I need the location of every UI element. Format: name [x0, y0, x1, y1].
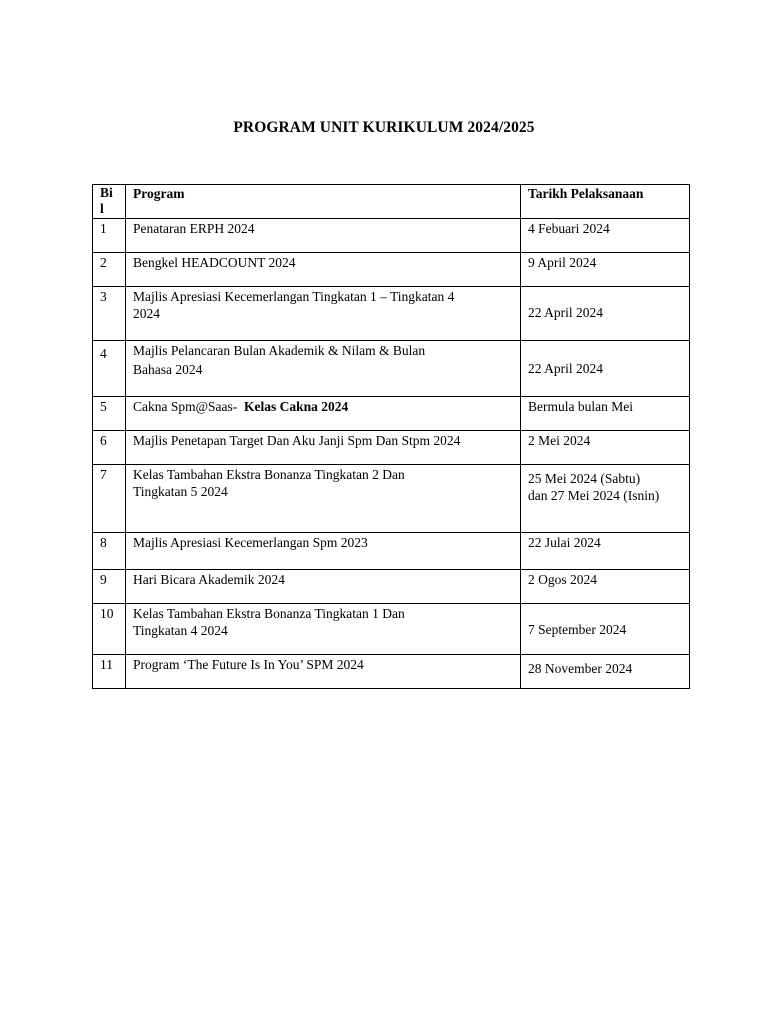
table-row [93, 570, 690, 604]
row-program-line1: Kelas Tambahan Ekstra Bonanza Tingkatan 2 Dan [133, 467, 405, 482]
row-program [126, 570, 521, 604]
row-number [93, 604, 126, 655]
row-number-text: 6 [100, 433, 107, 448]
row-program-text: Bengkel HEADCOUNT 2024 [133, 255, 296, 270]
row-program-line1: Majlis Pelancaran Bulan Akademik & Nilam & Bulan [133, 343, 426, 358]
row-program-bold: Kelas Cakna 2024 [244, 399, 349, 414]
row-program [126, 465, 521, 533]
row-number-text: 9 [100, 572, 107, 587]
row-program [126, 655, 521, 689]
table-row [93, 431, 690, 465]
table-row [93, 287, 690, 341]
row-program [126, 604, 521, 655]
table-row [93, 655, 690, 689]
row-date-text: Bermula bulan Mei [528, 399, 633, 414]
row-date [521, 253, 690, 287]
row-number [93, 533, 126, 570]
table-row [93, 397, 690, 431]
row-number-text: 7 [100, 467, 107, 482]
row-program [126, 341, 521, 397]
row-date-text: 2 Ogos 2024 [528, 572, 598, 587]
row-number [93, 287, 126, 341]
row-program-text: Penataran ERPH 2024 [133, 221, 255, 236]
row-program-text: Majlis Apresiasi Kecemerlangan Spm 2023 [133, 535, 368, 550]
row-date [521, 397, 690, 431]
row-program [126, 287, 521, 341]
header-date-label: Tarikh Pelaksanaan [528, 186, 644, 201]
row-number-text: 2 [100, 255, 107, 270]
row-date-text: 22 April 2024 [528, 361, 604, 376]
row-number-text: 4 [100, 346, 107, 361]
row-date-text: 7 September 2024 [528, 622, 627, 637]
header-bil-line2: l [100, 201, 104, 216]
row-number [93, 570, 126, 604]
table-row [93, 219, 690, 253]
row-date [521, 287, 690, 341]
row-date-line2: dan 27 Mei 2024 (Isnin) [528, 488, 660, 503]
row-date [521, 655, 690, 689]
row-date [521, 604, 690, 655]
row-program-line2: 2024 [133, 306, 160, 321]
row-program-line2: Bahasa 2024 [133, 362, 203, 377]
table-row [93, 253, 690, 287]
row-date-text: 22 Julai 2024 [528, 535, 601, 550]
header-date [521, 185, 690, 219]
table-row [93, 341, 690, 397]
row-number [93, 431, 126, 465]
header-program [126, 185, 521, 219]
row-program [126, 219, 521, 253]
row-number [93, 397, 126, 431]
row-number-text: 3 [100, 289, 107, 304]
row-program [126, 533, 521, 570]
row-number-text: 5 [100, 399, 107, 414]
row-date [521, 533, 690, 570]
row-program-line2: Tingkatan 4 2024 [133, 623, 228, 638]
row-number [93, 219, 126, 253]
row-number [93, 655, 126, 689]
row-date-text: 4 Febuari 2024 [528, 221, 610, 236]
row-number-text: 11 [100, 657, 113, 672]
row-program-text [133, 397, 513, 415]
row-number-text: 8 [100, 535, 107, 550]
program-table [92, 184, 690, 689]
row-program [126, 397, 521, 431]
row-program-text: Program ‘The Future Is In You’ SPM 2024 [133, 657, 364, 672]
row-date-text: 28 November 2024 [528, 661, 633, 676]
row-program-text: Majlis Penetapan Target Dan Aku Janji Spm Dan Stpm 2024 [133, 433, 461, 448]
row-number-text: 10 [100, 606, 114, 621]
table-header-row [93, 185, 690, 219]
row-date [521, 570, 690, 604]
row-date-text: 9 April 2024 [528, 255, 597, 270]
row-date-text: 22 April 2024 [528, 305, 604, 320]
table-row [93, 533, 690, 570]
page-title: PROGRAM UNIT KURIKULUM 2024/2025 [233, 119, 535, 136]
header-bil [93, 185, 126, 219]
header-bil-line1: Bi [100, 185, 113, 200]
row-program [126, 431, 521, 465]
row-date [521, 219, 690, 253]
row-program-prefix: Cakna Spm@Saas- [133, 399, 238, 414]
row-number [93, 341, 126, 397]
header-program-label: Program [133, 186, 185, 201]
table-row [93, 604, 690, 655]
row-number [93, 465, 126, 533]
row-date-line1: 25 Mei 2024 (Sabtu) [528, 471, 641, 486]
row-date-text: 2 Mei 2024 [528, 433, 591, 448]
row-program-line2: Tingkatan 5 2024 [133, 484, 228, 499]
row-number-text: 1 [100, 221, 107, 236]
row-date [521, 465, 690, 533]
row-program [126, 253, 521, 287]
row-program-line1: Majlis Apresiasi Kecemerlangan Tingkatan 1 – Tingkatan 4 [133, 289, 455, 304]
row-date [521, 431, 690, 465]
row-date [521, 341, 690, 397]
row-program-line1: Kelas Tambahan Ekstra Bonanza Tingkatan 1 Dan [133, 606, 405, 621]
row-number [93, 253, 126, 287]
table-row [93, 465, 690, 533]
row-program-text: Hari Bicara Akademik 2024 [133, 572, 285, 587]
